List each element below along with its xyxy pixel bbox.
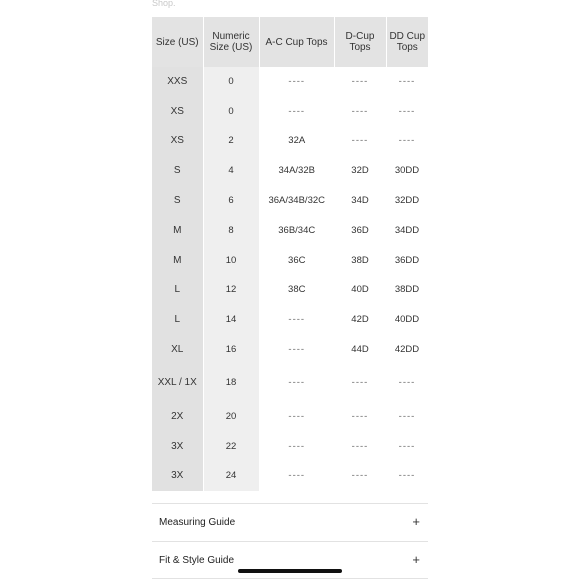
cell-d-cup: ----: [351, 75, 369, 87]
cell-dd-cup: 30DD: [394, 165, 420, 177]
table-row: [152, 276, 428, 306]
cell-ac-cup: 32A: [288, 135, 306, 147]
header-dd-cup: DD Cup Tops: [386, 17, 428, 67]
cell-size-us: M: [152, 216, 203, 246]
cell-ac-cup: ----: [288, 314, 306, 326]
cell-dd-cup: ----: [398, 410, 416, 422]
cell-ac-cup: 36B/34C: [278, 224, 316, 236]
cell-size-us: XXL / 1X: [152, 365, 203, 402]
table-row: [152, 335, 428, 365]
home-indicator[interactable]: [238, 569, 342, 573]
table-row: [152, 365, 428, 402]
cell-d-cup: ----: [351, 377, 369, 389]
cell-numeric-size: 18: [203, 365, 259, 402]
header-d-cup: D-Cup Tops: [334, 17, 386, 67]
cell-dd-cup: 38DD: [394, 284, 420, 296]
cell-d-cup: 32D: [351, 165, 369, 177]
cell-ac-cup: ----: [288, 410, 306, 422]
cell-size-us: 3X: [152, 432, 203, 462]
cell-size-us: XL: [152, 335, 203, 365]
cell-ac-cup: 36C: [288, 254, 306, 266]
table-row: [152, 246, 428, 276]
cell-numeric-size: 8: [203, 216, 259, 246]
plus-icon[interactable]: +: [412, 514, 420, 529]
cell-dd-cup: 42DD: [394, 344, 420, 356]
accordion-label: Measuring Guide: [159, 516, 236, 528]
cell-numeric-size: 2: [203, 127, 259, 157]
cell-numeric-size: 20: [203, 402, 259, 432]
cell-numeric-size: 22: [203, 432, 259, 462]
cell-dd-cup: 40DD: [394, 314, 420, 326]
header-numeric-size: Numeric Size (US): [203, 17, 259, 67]
cell-size-us: XXS: [152, 67, 203, 97]
cell-dd-cup: ----: [398, 135, 416, 147]
table-row: [152, 156, 428, 186]
table-row: [152, 305, 428, 335]
table-row: [152, 97, 428, 127]
cell-numeric-size: 6: [203, 186, 259, 216]
cell-d-cup: ----: [351, 135, 369, 147]
cell-ac-cup: ----: [288, 377, 306, 389]
cell-d-cup: 38D: [351, 254, 369, 266]
cell-d-cup: 42D: [351, 314, 369, 326]
cell-size-us: 2X: [152, 402, 203, 432]
accordion-label: Fit & Style Guide: [159, 554, 235, 566]
cell-dd-cup: ----: [398, 75, 416, 87]
divider: [152, 578, 428, 579]
top-text-fragment: Shop.: [152, 0, 176, 8]
cell-d-cup: 34D: [351, 195, 369, 207]
cell-ac-cup: ----: [288, 105, 306, 117]
cell-size-us: 3X: [152, 462, 203, 492]
cell-size-us: L: [152, 305, 203, 335]
measuring-guide-accordion[interactable]: [152, 503, 428, 540]
cell-numeric-size: 24: [203, 462, 259, 492]
table-row: [152, 462, 428, 492]
cell-size-us: S: [152, 156, 203, 186]
header-ac-cup: A-C Cup Tops: [259, 17, 334, 67]
cell-d-cup: 44D: [351, 344, 369, 356]
cell-numeric-size: 16: [203, 335, 259, 365]
cell-numeric-size: 0: [203, 97, 259, 127]
header-size-us: Size (US): [152, 17, 203, 67]
cell-size-us: XS: [152, 127, 203, 157]
table-row: [152, 216, 428, 246]
cell-ac-cup: 34A/32B: [278, 165, 315, 177]
cell-numeric-size: 4: [203, 156, 259, 186]
cell-dd-cup: ----: [398, 470, 416, 482]
cell-dd-cup: 34DD: [394, 224, 420, 236]
cell-ac-cup: 36A/34B/32C: [268, 195, 325, 207]
cell-ac-cup: ----: [288, 344, 306, 356]
cell-size-us: L: [152, 276, 203, 306]
cell-size-us: XS: [152, 97, 203, 127]
table-row: [152, 186, 428, 216]
cell-ac-cup: ----: [288, 470, 306, 482]
cell-numeric-size: 14: [203, 305, 259, 335]
table-header-row: [152, 17, 428, 67]
table-row: [152, 127, 428, 157]
cell-numeric-size: 0: [203, 67, 259, 97]
table-row: [152, 402, 428, 432]
cell-ac-cup: ----: [288, 440, 306, 452]
cell-dd-cup: 32DD: [394, 195, 420, 207]
cell-d-cup: ----: [351, 470, 369, 482]
cell-d-cup: ----: [351, 105, 369, 117]
cell-d-cup: 36D: [351, 224, 369, 236]
cell-numeric-size: 12: [203, 276, 259, 306]
cell-dd-cup: ----: [398, 377, 416, 389]
plus-icon[interactable]: +: [412, 552, 420, 567]
cell-dd-cup: 36DD: [394, 254, 420, 266]
cell-d-cup: ----: [351, 410, 369, 422]
table-row: [152, 67, 428, 97]
cell-ac-cup: 38C: [288, 284, 306, 296]
cell-d-cup: ----: [351, 440, 369, 452]
cell-ac-cup: ----: [288, 75, 306, 87]
table-row: [152, 432, 428, 462]
size-chart-table: [152, 17, 428, 491]
cell-dd-cup: ----: [398, 440, 416, 452]
cell-size-us: M: [152, 246, 203, 276]
cell-dd-cup: ----: [398, 105, 416, 117]
table-body: [152, 67, 428, 491]
cell-numeric-size: 10: [203, 246, 259, 276]
cell-d-cup: 40D: [351, 284, 369, 296]
cell-size-us: S: [152, 186, 203, 216]
